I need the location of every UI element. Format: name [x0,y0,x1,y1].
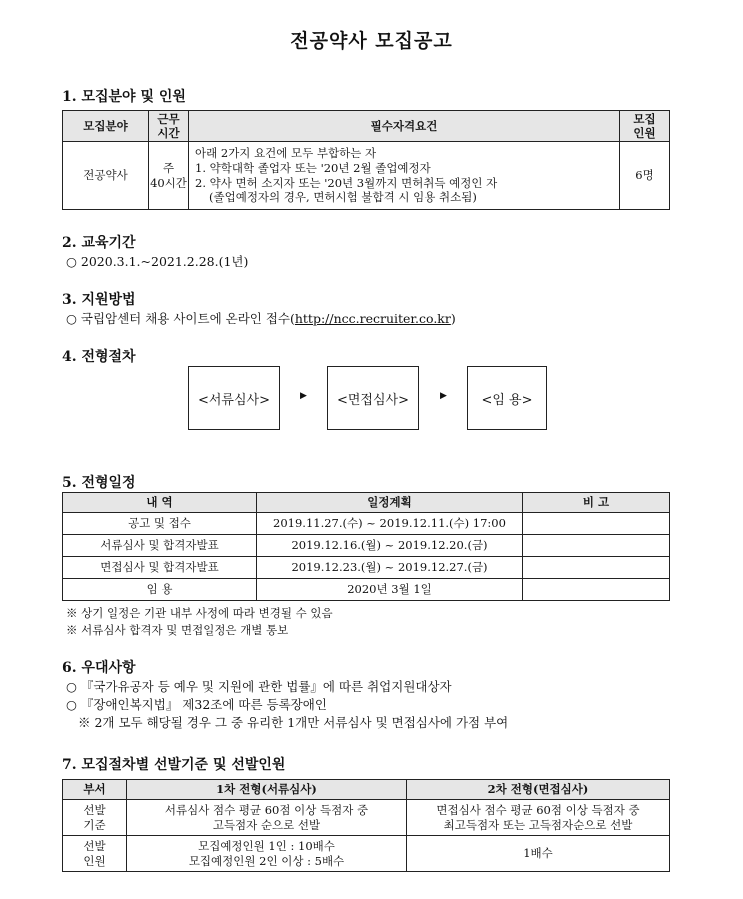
preference-item: ○ 『국가유공자 등 예우 및 지원에 관한 법률』에 따른 취업지원대상자 [66,679,452,694]
header-field: 모집분야 [63,111,149,142]
req-line: (졸업예정자의 경우, 면허시험 불합격 시 임용 취소됨) [209,190,477,205]
section-2-heading: 2. 교육기간 [62,235,136,251]
table-row-note [523,557,670,579]
table-row-item: 공고 및 접수 [63,513,257,535]
apply-text: ○ 국립암센터 채용 사이트에 온라인 접수( [66,311,295,326]
preference-item: ○ 『장애인복지법』 제32조에 따른 등록장애인 [66,697,327,712]
selection-table [62,779,670,872]
header-schedule: 일정계획 [257,493,523,513]
section-6-heading: 6. 우대사항 [62,660,136,676]
header-second-round: 2차 전형(면접심사) [407,780,670,800]
cell-hours: 주 40시간 [149,142,189,210]
recruit-table [62,110,670,210]
apply-link[interactable]: http://ncc.recruiter.co.kr [294,311,451,326]
criteria-first: 서류심사 점수 평균 60점 이상 득점자 중 고득점자 순으로 선발 [127,800,407,836]
req-line: 2. 약사 면허 소지자 또는 '20년 3월까지 면허취득 예정인 자 [195,175,498,190]
table-row-date: 2019.12.16.(월) ~ 2019.12.20.(금) [257,535,523,557]
education-period: ○ 2020.3.1.~2021.2.28.(1년) [66,254,249,269]
header-first-round: 1차 전형(서류심사) [127,780,407,800]
schedule-table [62,492,670,601]
table-row-item: 면접심사 및 합격자발표 [63,557,257,579]
header-requirements: 필수자격요건 [189,111,620,142]
section-4-heading: 4. 전형절차 [62,349,136,365]
section-7-heading: 7. 모집절차별 선발기준 및 선발인원 [62,757,286,773]
table-row-item: 서류심사 및 합격자발표 [63,535,257,557]
step-interview: <면접심사> [327,366,419,430]
header-hours: 근무 시간 [149,111,189,142]
header-dept: 부서 [63,780,127,800]
header-count: 모집 인원 [620,111,670,142]
apply-tail: ) [450,311,456,326]
apply-method [66,309,456,327]
schedule-note: ※ 상기 일정은 기관 내부 사정에 따라 변경될 수 있음 [66,606,333,620]
page-title: 전공약사 모집공고 [290,30,453,52]
section-3-heading: 3. 지원방법 [62,292,136,308]
req-line: 아래 2가지 요건에 모두 부합하는 자 [195,145,377,160]
row-label-criteria: 선발 기준 [63,800,127,836]
step-appointment: <임 용> [467,366,547,430]
headcount-first: 모집예정인원 1인 : 10배수 모집예정인원 2인 이상 : 5배수 [127,836,407,872]
header-item: 내 역 [63,493,257,513]
row-label-headcount: 선발 인원 [63,836,127,872]
section-1-heading: 1. 모집분야 및 인원 [62,89,186,105]
section-5-heading: 5. 전형일정 [62,475,136,491]
headcount-second: 1배수 [407,836,670,872]
schedule-note: ※ 서류심사 합격자 및 면접일정은 개별 통보 [66,623,289,637]
preference-note: ※ 2개 모두 해당될 경우 그 중 유리한 1개만 서류심사 및 면접심사에 가점 부여 [78,715,509,730]
table-row-note [523,579,670,601]
cell-requirements [189,142,620,210]
table-row-note [523,513,670,535]
header-note: 비 고 [523,493,670,513]
table-row-date: 2019.12.23.(월) ~ 2019.12.27.(금) [257,557,523,579]
criteria-second: 면접심사 점수 평균 60점 이상 득점자 중 최고득점자 또는 고득점자순으로 선발 [407,800,670,836]
arrow-icon: ▶ [300,391,307,401]
req-line: 1. 약학대학 졸업자 또는 '20년 2월 졸업예정자 [195,160,431,175]
cell-count: 6명 [620,142,670,210]
table-row-note [523,535,670,557]
arrow-icon: ▶ [440,391,447,401]
table-row-item: 임 용 [63,579,257,601]
step-document-review: <서류심사> [188,366,280,430]
table-row-date: 2020년 3월 1일 [257,579,523,601]
table-row-date: 2019.11.27.(수) ~ 2019.12.11.(수) 17:00 [257,513,523,535]
cell-field: 전공약사 [63,142,149,210]
